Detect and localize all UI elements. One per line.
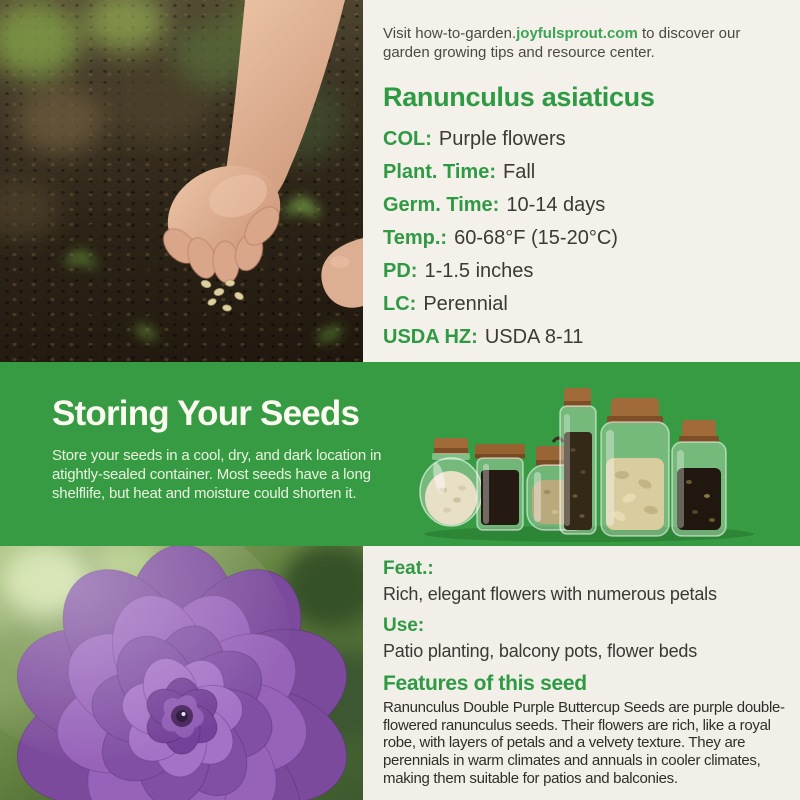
spec-row-planting-depth — [383, 260, 785, 282]
spec-label: PD: — [383, 260, 418, 283]
seed-jars-photo — [417, 380, 762, 544]
spec-label: Germ. Time: — [383, 194, 500, 217]
spec-label: Temp.: — [383, 227, 448, 250]
site-url: joyfulsprout.com — [516, 25, 638, 42]
spec-label: COL: — [383, 128, 432, 151]
spec-value: Purple flowers — [438, 128, 566, 151]
spec-value: 1-1.5 inches — [424, 260, 534, 283]
storage-text-block — [52, 394, 386, 504]
bottom-section — [0, 546, 800, 800]
spec-row-temperature — [383, 227, 785, 249]
storage-title: Storing Your Seeds — [52, 394, 360, 433]
spec-value: 10-14 days — [506, 194, 606, 217]
planting-photo-art — [0, 0, 363, 362]
use-label: Use: — [383, 615, 425, 636]
spec-label: Plant. Time: — [383, 161, 496, 184]
spec-row-color — [383, 128, 785, 150]
intro-prefix: Visit how-to-garden. — [383, 25, 517, 42]
top-section — [0, 0, 800, 362]
storage-body: Store your seeds in a cool, dry, and dark location in atightly-sealed container. Most seeds have a long shelflife, but heat and moisture could shorten it. — [52, 447, 382, 502]
seeds — [200, 279, 244, 312]
use-value: Patio planting, balcony pots, flower beds — [383, 641, 697, 661]
spec-value: 60-68°F (15-20°C) — [454, 227, 618, 250]
planting-photo — [0, 0, 363, 362]
feat-value: Rich, elegant flowers with numerous petals — [383, 584, 717, 604]
jar-dark-small — [475, 444, 525, 530]
jar-pumpkin-seeds — [601, 398, 669, 536]
seed-jars-art — [417, 380, 762, 544]
jar-dark-mixed — [672, 420, 726, 536]
spec-label: LC: — [383, 293, 417, 316]
jar-tall-cylinder — [560, 388, 596, 534]
plant-title: Ranunculus asiaticus — [383, 82, 655, 113]
feat-label: Feat.: — [383, 558, 434, 579]
spec-value: Perennial — [423, 293, 508, 316]
storage-band — [0, 362, 800, 546]
bottom-info-panel — [383, 558, 791, 787]
intro-suffix: to discover our garden growing tips and resource center. — [383, 25, 741, 62]
flower-photo — [0, 546, 363, 800]
spec-row-plant-time — [383, 161, 785, 183]
flower-art — [0, 546, 363, 800]
spec-label: USDA HZ: — [383, 326, 478, 349]
spec-value: USDA 8-11 — [484, 326, 584, 349]
second-hand — [321, 238, 363, 308]
spec-row-life-cycle — [383, 293, 785, 315]
spec-row-germ-time — [383, 194, 785, 216]
intro-text — [383, 24, 785, 62]
spec-row-usda-zone — [383, 326, 785, 348]
features-body: Ranunculus Double Purple Buttercup Seeds are purple double-flowered ranunculus seeds. Their flowers are rich, like a royal robe, with layers of petals and a velvety texture. They are perennials in warm climates and annuals in cooler climates, making them suitable for patios and balconies. — [383, 699, 785, 787]
spec-list — [383, 128, 785, 348]
top-info-panel — [383, 24, 785, 359]
jar-white-beans — [420, 438, 482, 526]
features-title: Features of this seed — [383, 672, 587, 695]
spec-value: Fall — [503, 161, 536, 184]
